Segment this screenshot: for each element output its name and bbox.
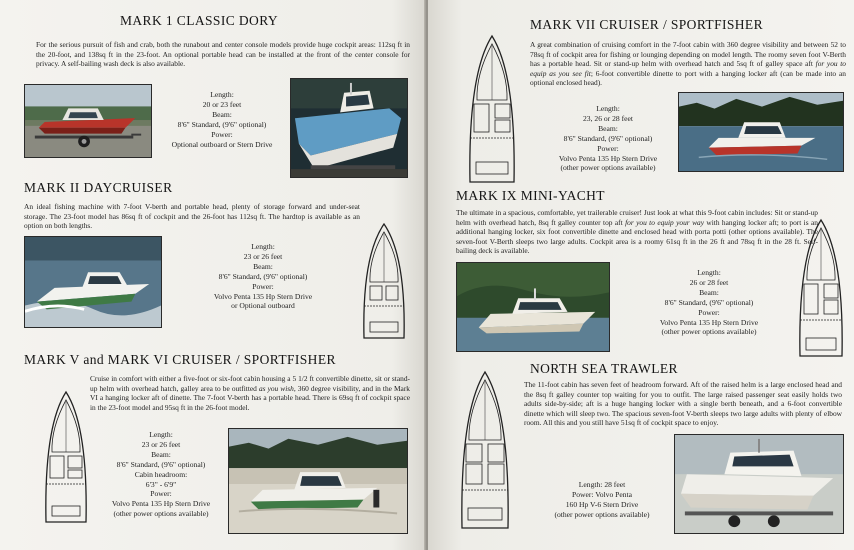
left-page [0, 0, 426, 550]
mark1-specs: Length: 20 or 23 feet Beam: 8'6" Standard, (9'6" optional) Power: Optional outboard or Stern Drive [171, 90, 273, 149]
mark5-cruiser-photo [228, 428, 408, 534]
mark1-title: MARK 1 CLASSIC DORY [120, 13, 279, 28]
mark7-description: A great combination of cruising comfort in the 7-foot cabin with 360 degree visibility and between 52 to 78sq ft of cockpit area for fishing or lounging depending on model length. The roomy seven foot V-Berth has a portable head. Sit or stand-up helm with overhead hatch and 5sq ft of galley space aft for you to equip as you see fit; 6-foot convertible dinette to port with a hanging locker aft (can be made into an optional enclosed head). [530, 40, 846, 88]
mark7-title: MARK VII CRUISER / SPORTFISHER [530, 17, 763, 32]
mark7-cruiser-photo [678, 92, 844, 172]
trawler-title: NORTH SEA TRAWLER [530, 361, 678, 376]
mark2-description: An ideal fishing machine with 7-foot V-berth and portable head, plenty of storage forward and under-seat storage. The 23-foot model has 86sq ft of cockpit and the 26-foot has 112sq ft. The hardtop is available as an option on both lengths. [24, 202, 360, 231]
mark7-floor-plan [464, 34, 520, 184]
mark9-description: The ultimate in a spacious, comfortable, yet trailerable cruiser! Just look at what this 9-foot cabin includes: Sit or stand-up helm with overhead hatch, 8sq ft galley counter top aft for you to equip your way with hanging locker aft; to port is an additional hanging locker, six foot convertible dinette and enclosed head with porta potti (other options available). The seven-foot V-Berth sleeps two large adults. Cockpit area is a roomy 61sq ft in the 26 ft and 78sq ft in the 28 ft. Self-bailing deck is available. [456, 208, 818, 256]
mark5-floor-plan [40, 390, 92, 524]
mark2-floor-plan [358, 222, 410, 340]
right-page [428, 0, 854, 550]
mark1-console-photo [290, 78, 408, 178]
mark1-runabout-photo [24, 84, 152, 158]
trawler-floor-plan [456, 370, 514, 530]
mark9-floor-plan [794, 218, 848, 358]
mark9-title: MARK IX MINI-YACHT [456, 188, 605, 203]
trawler-description: The 11-foot cabin has seven feet of headroom forward. Aft of the raised helm is a large enclosed head and the 8sq ft galley counter top waiting for you to outfit. The large raised passenger seat easily holds two adults side-by-side; aft is a huge hanging locker with a single berth beneath, and a 6-foot convertible dinette which will sleep two. The spacious seven-foot V-berth sleeps two large adults with plenty of elbow room. All this and you still have 51sq ft of cockpit space to enjoy. [524, 380, 842, 428]
mark1-description: For the serious pursuit of fish and crab, both the runabout and center console models provide huge cockpit areas: 112sq ft in the 20-foot, and 138sq ft in the 23-foot. An optional portable head can be installed at the front of the center console for privacy. A self-bailing wash deck is also available. [36, 40, 410, 69]
mark9-miniyacht-photo [456, 262, 610, 352]
mark7-specs: Length: 23, 26 or 28 feet Beam: 8'6" Standard, (9'6" optional) Power: Volvo Penta 135 Hp Stern Drive (other power options available) [558, 104, 658, 173]
mark5-specs: Length: 23 or 26 feet Beam: 8'6" Standard, (9'6" optional) Cabin headroom: 6'3" - 6'9" Power: Volvo Penta 135 Hp Stern Drive (other power options available) [111, 430, 211, 519]
mark5-title: MARK V and MARK VI CRUISER / SPORTFISHER [24, 352, 336, 367]
mark2-specs: Length: 23 or 26 feet Beam: 8'6" Standard, (9'6" optional) Power: Volvo Penta 135 Hp Stern Drive or Optional outboard [213, 242, 313, 311]
mark2-daycruiser-photo [24, 236, 162, 328]
trawler-photo [674, 434, 844, 534]
mark9-specs: Length: 26 or 28 feet Beam: 8'6" Standard, (9'6" optional) Power: Volvo Penta 135 Hp Stern Drive (other power options available) [659, 268, 759, 337]
trawler-specs: Length: 28 feet Power: Volvo Penta 160 Hp V-6 Stern Drive (other power options available) [554, 480, 650, 519]
mark2-title: MARK II DAYCRUISER [24, 180, 173, 195]
mark5-description: Cruise in comfort with either a five-foot or six-foot cabin housing a 5 1/2 ft convertible dinette, sit or stand-up helm with overhead hatch, galley area to be outfitted as you wish, 360 degree visibility, and in the Mark VI a hanging locker aft of dinette. The 7-foot V-berth has a portable head. There is 69sq ft of cockpit space in the 23-foot model and 95sq ft in the 26-foot model. [90, 374, 410, 412]
